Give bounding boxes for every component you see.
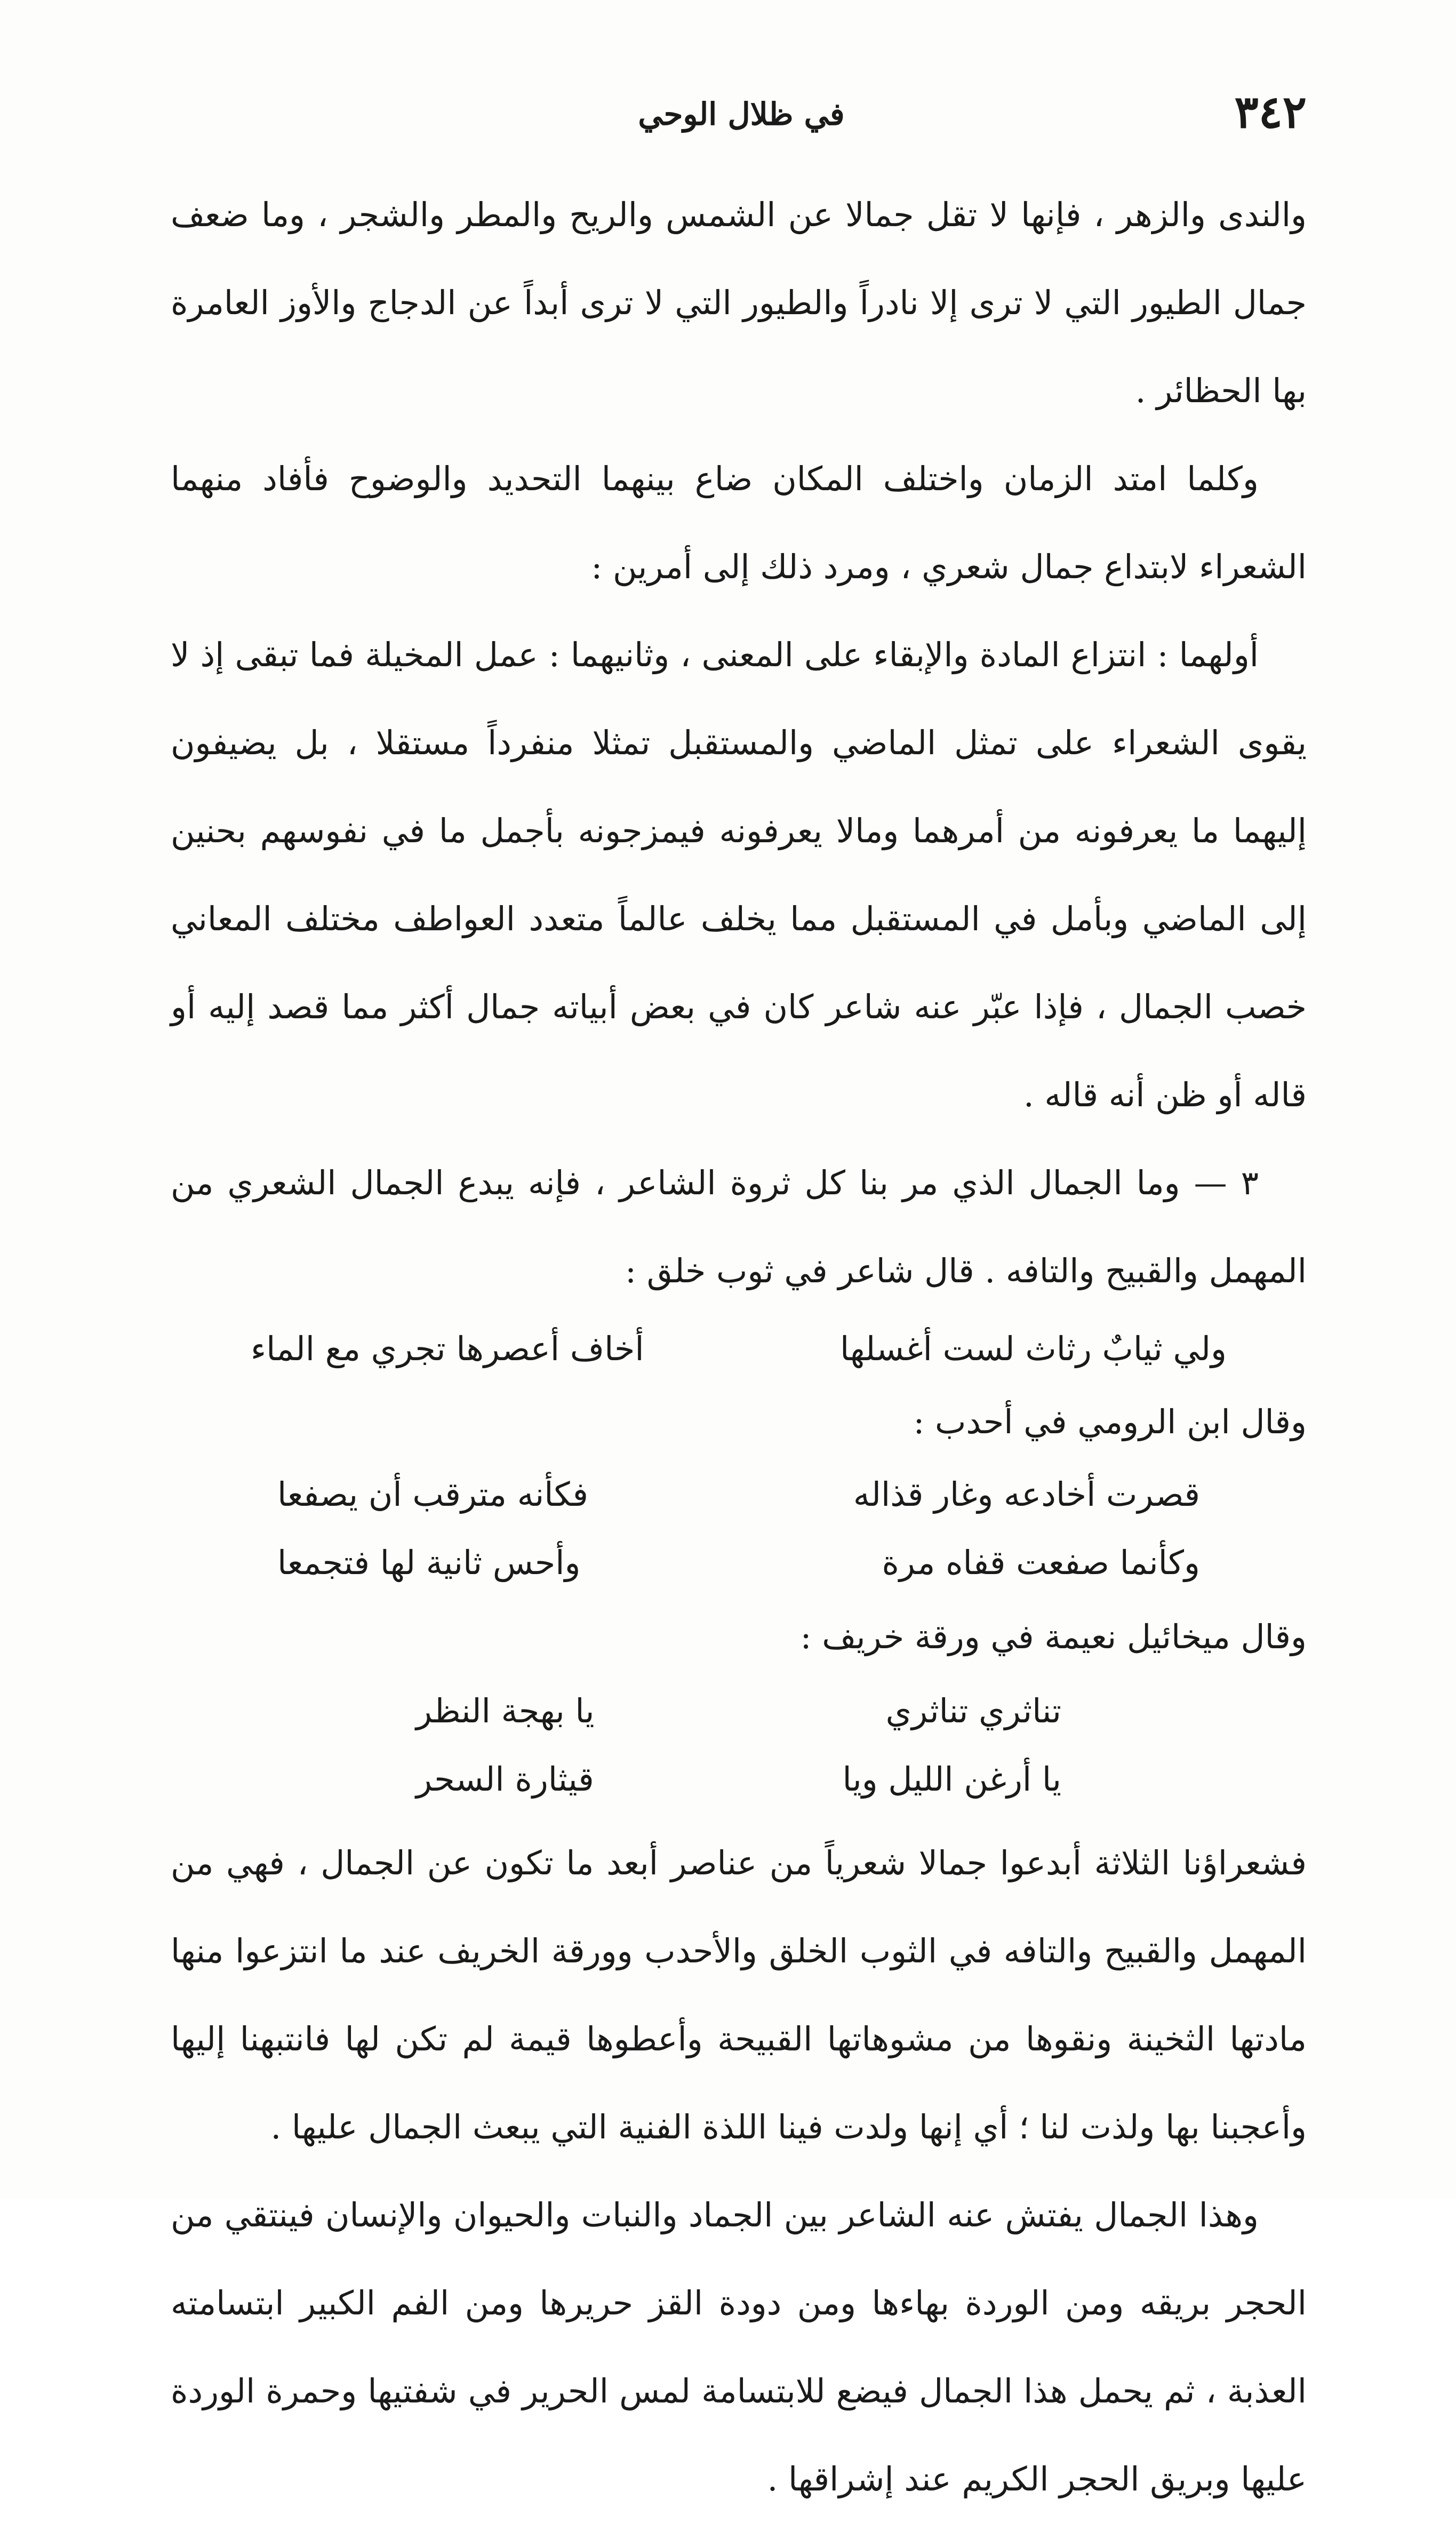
verse-4 bbox=[171, 1677, 1307, 1745]
ibn-rumi-intro: وقال ابن الرومي في أحدب : bbox=[913, 1402, 1307, 1441]
verse-2-second-hemistich: فكأنه مترقب أن يصفعا bbox=[277, 1475, 588, 1514]
verse-1 bbox=[171, 1315, 1307, 1383]
paragraph-1: والندى والزهر ، فإنها لا تقل جمالا عن الشمس والريح والمطر والشجر ، وما ضعف جمال الطيور التي لا ترى إلا نادراً والطيور التي لا ترى أبداً عن الدجاج والأوز العامرة بها الحظائر . bbox=[171, 195, 1307, 410]
verse-5-first-hemistich: يا أرغن الليل ويا bbox=[842, 1760, 1061, 1799]
paragraph-7: فشعراؤنا الثلاثة أبدعوا جمالا شعرياً من عناصر أبعد ما تكون عن الجمال ، فهي من المهمل والقبيح والتافه في الثوب الخلق والأحدب وورقة الخريف عند ما انتزعوا منها مادتها الثخينة ونقوها من مشوهاتها القبيحة وأعطوها قيمة لم تكن لها فانتبهنا إليها وأعجبنا بها ولذت لنا ؛ أي إنها ولدت فينا اللذة الفنية التي يبعث الجمال عليها . bbox=[171, 1843, 1307, 2146]
verse-2-first-hemistich: قصرت أخادعه وغار قذاله bbox=[853, 1475, 1200, 1514]
page-number: ٣٤٢ bbox=[1234, 85, 1307, 138]
verse-3-first-hemistich: وكأنما صفعت قفاه مرة bbox=[882, 1543, 1200, 1582]
running-title: في ظلال الوحي bbox=[638, 96, 845, 132]
verse-1-first-hemistich: ولي ثيابٌ رثاث لست أغسلها bbox=[839, 1329, 1227, 1368]
paragraph-3: أولهما : انتزاع المادة والإبقاء على المعنى ، وثانيهما : عمل المخيلة فما تبقى إذ لا يقوى الشعراء على تمثل الماضي والمستقبل تمثلا منفرداً مستقلا ، بل يضيفون إليهما ما يعرفونه من أمرهما ومالا يعرفونه فيمزجونه بأجمل ما في نفوسهم بحنين إلى الماضي وبأمل في المستقبل مما يخلف عالماً متعدد العواطف مختلف المعاني خصب الجمال ، فإذا عبّر عنه شاعر كان في بعض أبياته جمال أكثر مما قصد إليه أو قاله أو ظن أنه قاله . bbox=[171, 635, 1307, 1114]
verse-5-second-hemistich: قيثارة السحر bbox=[416, 1760, 594, 1799]
verse-3 bbox=[171, 1529, 1307, 1597]
verse-4-first-hemistich: تناثري تناثري bbox=[885, 1691, 1061, 1730]
verse-4-second-hemistich: يا بهجة النظر bbox=[416, 1691, 595, 1730]
page-body bbox=[171, 171, 1307, 2498]
verse-1-second-hemistich: أخاف أعصرها تجري مع الماء bbox=[251, 1329, 644, 1368]
page-header bbox=[176, 80, 1307, 155]
paragraph-4: ٣ — وما الجمال الذي مر بنا كل ثروة الشاعر ، فإنه يبدع الجمال الشعري من المهمل والقبيح والتافه . قال شاعر في ثوب خلق : bbox=[171, 1163, 1307, 1290]
naimy-intro: وقال ميخائيل نعيمة في ورقة خريف : bbox=[800, 1617, 1307, 1656]
verse-2 bbox=[171, 1460, 1307, 1529]
paragraph-8: وهذا الجمال يفتش عنه الشاعر بين الجماد والنبات والحيوان والإنسان فينتقي من الحجر بريقه ومن الوردة بهاءها ومن دودة القز حريرها ومن الفم الكبير ابتسامته العذبة ، ثم يحمل هذا الجمال فيضع للابتسامة لمس الحرير في شفتيها وحمرة الوردة عليها وبريق الحجر الكريم عند إشراقها . bbox=[171, 2195, 1307, 2498]
verse-3-second-hemistich: وأحس ثانية لها فتجمعا bbox=[277, 1543, 581, 1582]
verse-5 bbox=[171, 1745, 1307, 1814]
paragraph-2: وكلما امتد الزمان واختلف المكان ضاع بينهما التحديد والوضوح فأفاد منهما الشعراء لابتداع جمال شعري ، ومرد ذلك إلى أمرين : bbox=[171, 459, 1307, 586]
